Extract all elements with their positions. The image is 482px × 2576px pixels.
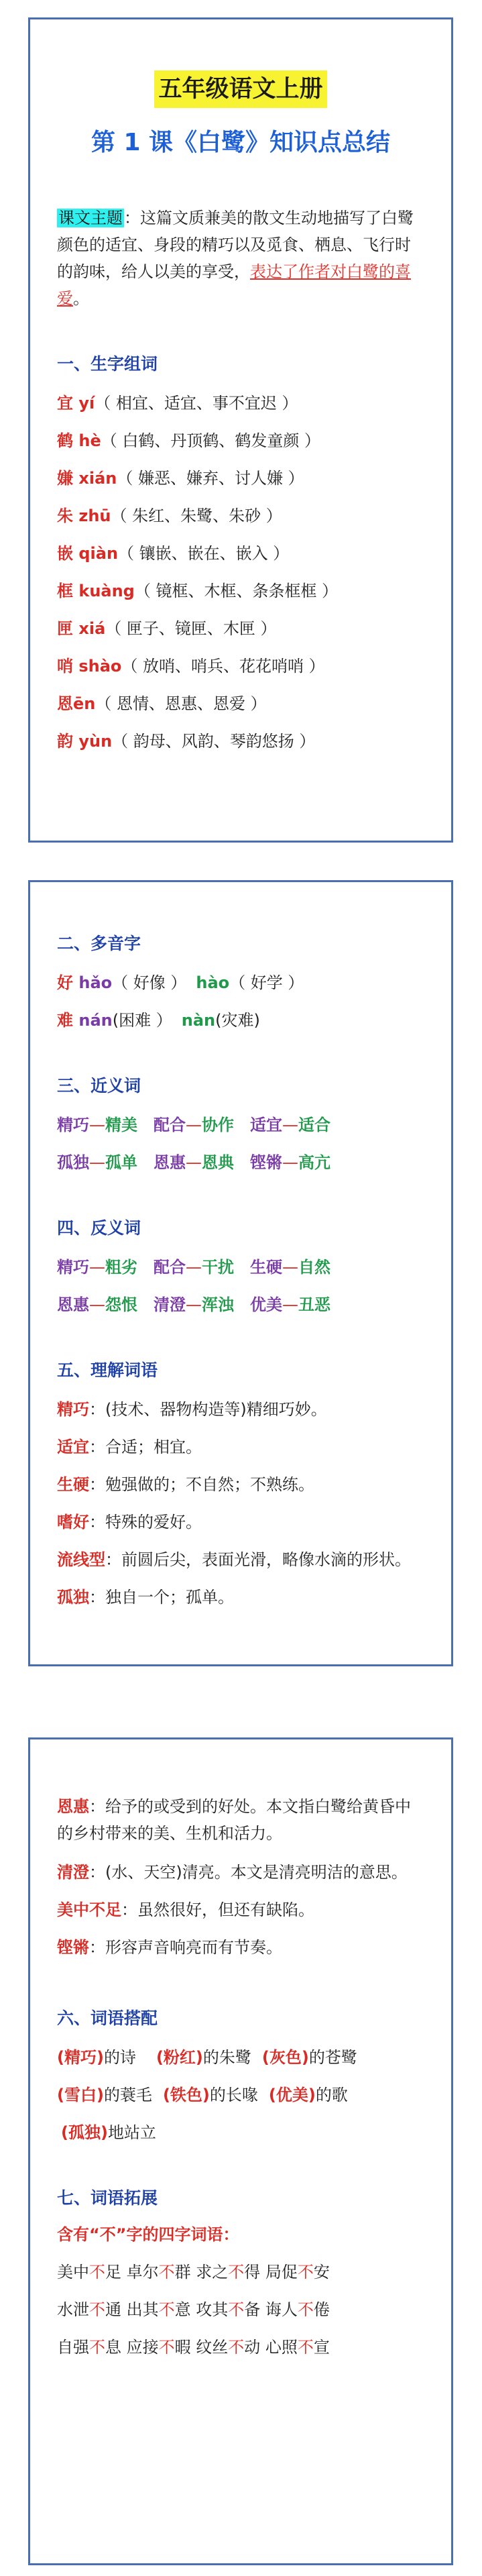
- vocab-char: 宜: [57, 394, 73, 413]
- card-2: [28, 880, 453, 1666]
- dash: —: [89, 1153, 105, 1172]
- vocab-char: 哨: [57, 657, 73, 676]
- word-b: 粗劣: [105, 1258, 137, 1277]
- card-1: [28, 17, 453, 843]
- antonym-row: [57, 1255, 424, 1279]
- collocation-key: (优美): [268, 2086, 316, 2104]
- expansion-part: 动 心照: [244, 2338, 298, 2357]
- expansion-part: 不: [158, 2300, 175, 2319]
- expansion-part: 暇 纹丝: [174, 2338, 229, 2357]
- expansion-row: [57, 2335, 424, 2359]
- vocab-item: [57, 429, 424, 453]
- expansion-part: 不: [158, 2338, 175, 2357]
- expansion-part: 得 局促: [244, 2263, 298, 2282]
- vocab-item: [57, 466, 424, 490]
- poly-pinyin-b: nàn: [181, 1011, 216, 1030]
- word-a: 恩惠: [57, 1295, 89, 1314]
- vocab-words: （ 朱红、朱鹭、朱砂 ）: [111, 506, 282, 525]
- vocab-pinyin: zhū: [73, 506, 111, 525]
- poly-words-b: （ 好学 ）: [229, 973, 304, 992]
- collocation-text: 的苍鹭: [308, 2048, 357, 2067]
- vocab-pinyin: yùn: [73, 732, 113, 751]
- synonym-row: [57, 1113, 424, 1137]
- collocation-row: [57, 2083, 424, 2107]
- word-a: 恩惠: [154, 1153, 186, 1172]
- word-b: 协作: [202, 1116, 234, 1134]
- vocab-words: （ 镶嵌、嵌在、嵌入 ）: [118, 544, 290, 563]
- expansion-part: 不: [89, 2300, 105, 2319]
- theme-label: 课文主题: [58, 209, 123, 227]
- dash: —: [186, 1258, 202, 1277]
- expansion-part: 不: [297, 2300, 314, 2319]
- definition-text: ：(技术、器物构造等)精细巧妙。: [89, 1400, 327, 1419]
- definition-term: 适宜: [57, 1438, 89, 1456]
- expansion-part: 息 应接: [105, 2338, 159, 2357]
- poly-words-b: (灾难): [215, 1011, 260, 1030]
- expansion-row: [57, 2260, 424, 2284]
- vocab-words: （ 白鹤、丹顶鹤、鹤发童颜 ）: [101, 431, 320, 450]
- antonym-list: [57, 1255, 424, 1317]
- definition-term: 铿锵: [57, 1938, 89, 1957]
- dash: —: [186, 1295, 202, 1314]
- definition-term: 孤独: [57, 1588, 89, 1607]
- collocation-text: 的长喙: [209, 2086, 258, 2104]
- definition-item: [57, 1548, 424, 1572]
- expansion-part: 不: [228, 2263, 245, 2282]
- expansion-part: 通 出其: [105, 2300, 159, 2319]
- polyphonic-item: [57, 1008, 424, 1032]
- poly-words-a: (困难 ）: [112, 1011, 172, 1030]
- vocab-item: [57, 654, 424, 678]
- vocab-char: 鹤: [57, 431, 73, 450]
- dash: —: [186, 1153, 202, 1172]
- definition-text: ：勉强做的；不自然；不熟练。: [89, 1475, 314, 1494]
- vocab-pinyin: yí: [73, 394, 95, 413]
- lesson-title: 第 1 课《白鹭》知识点总结: [91, 129, 391, 156]
- vocab-pinyin: kuàng: [73, 582, 135, 600]
- definition-item: [57, 1585, 424, 1609]
- dash: —: [282, 1258, 298, 1277]
- vocab-pinyin: shào: [73, 657, 122, 676]
- poly-pinyin-a: nán: [73, 1011, 113, 1030]
- definition-term: 恩惠: [57, 1797, 89, 1816]
- expansion-part: 安: [313, 2263, 330, 2282]
- dash: —: [282, 1295, 298, 1314]
- vocab-item: [57, 692, 424, 716]
- expansion-part: 不: [89, 2263, 105, 2282]
- definition-item: [57, 1935, 424, 1960]
- page-title: 五年级语文上册: [154, 70, 326, 108]
- definition-term: 流线型: [57, 1550, 105, 1569]
- dash: —: [282, 1153, 298, 1172]
- collocation-key: (雪白): [57, 2086, 104, 2104]
- polyphonic-item: [57, 971, 424, 995]
- vocab-item: [57, 579, 424, 603]
- definition-list: [57, 1397, 424, 1609]
- word-b: 浑浊: [202, 1295, 234, 1314]
- collocation-row: [57, 2045, 424, 2070]
- vocab-item: [57, 391, 424, 415]
- vocab-pinyin: xián: [73, 469, 117, 488]
- definition-text: ：独自一个；孤单。: [89, 1588, 234, 1607]
- section-title-synonyms: 三、近义词: [57, 1076, 141, 1095]
- word-b: 干扰: [202, 1258, 234, 1277]
- vocab-words: （ 韵母、风韵、琴韵悠扬 ）: [112, 732, 316, 751]
- expansion-part: 自强: [57, 2338, 89, 2357]
- expansion-part: 意 攻其: [174, 2300, 229, 2319]
- dash: —: [89, 1295, 105, 1314]
- expansion-part: 不: [228, 2300, 245, 2319]
- vocab-char: 嵌: [57, 544, 73, 563]
- synonym-list: [57, 1113, 424, 1175]
- definition-text: ：特殊的爱好。: [89, 1513, 202, 1532]
- poly-char: 难: [57, 1011, 73, 1030]
- word-a: 精巧: [57, 1116, 89, 1134]
- polyphonic-list: [57, 971, 424, 1032]
- word-b: 孤单: [105, 1153, 137, 1172]
- expansion-part: 不: [228, 2338, 245, 2357]
- definition-item: [57, 1860, 424, 1884]
- expansion-part: 倦: [313, 2300, 330, 2319]
- theme-emphasis: 表达了作者对白鹭的喜爱: [57, 262, 411, 308]
- collocation-text: 的歌: [315, 2086, 348, 2104]
- section-title-expansion: 七、词语拓展: [57, 2188, 158, 2208]
- section-title-definitions: 五、理解词语: [57, 1360, 158, 1380]
- collocation-key: (孤独): [61, 2123, 108, 2142]
- poly-pinyin-b: hào: [196, 973, 230, 992]
- definition-text: ：合适；相宜。: [89, 1438, 202, 1456]
- expansion-part: 足 卓尔: [105, 2263, 159, 2282]
- vocab-words: （ 嫌恶、嫌弃、讨人嫌 ）: [117, 469, 304, 488]
- card-3: [28, 1737, 453, 2565]
- vocab-item: [57, 616, 424, 641]
- word-a: 优美: [250, 1295, 282, 1314]
- collocation-list: [57, 2045, 424, 2145]
- definition-term: 嗜好: [57, 1513, 89, 1532]
- word-b: 自然: [298, 1258, 330, 1277]
- word-a: 生硬: [250, 1258, 282, 1277]
- dash: —: [89, 1258, 105, 1277]
- collocation-key: (精巧): [57, 2048, 104, 2067]
- collocation-key: (粉红): [156, 2048, 203, 2067]
- vocab-char: 恩: [57, 694, 73, 713]
- vocab-words: （ 镜框、木框、条条框框 ）: [134, 582, 339, 600]
- vocab-list: [57, 391, 424, 753]
- vocab-item: [57, 729, 424, 753]
- expansion-row: [57, 2298, 424, 2322]
- word-a: 精巧: [57, 1258, 89, 1277]
- definition-list-2: [57, 1860, 424, 1960]
- section-title-vocab: 一、生字组词: [57, 354, 158, 374]
- word-a: 孤独: [57, 1153, 89, 1172]
- section-title-polyphonic: 二、多音字: [57, 934, 141, 953]
- vocab-char: 嫌: [57, 469, 73, 488]
- expansion-part: 不: [158, 2263, 175, 2282]
- vocab-words: （ 匣子、镜匣、木匣 ）: [105, 619, 277, 638]
- section-title-antonyms: 四、反义词: [57, 1218, 141, 1238]
- theme-end: 。: [73, 289, 89, 308]
- expansion-part: 备 诲人: [244, 2300, 298, 2319]
- vocab-char: 韵: [57, 732, 73, 751]
- word-b: 丑恶: [298, 1295, 330, 1314]
- vocab-pinyin: xiá: [73, 619, 106, 638]
- vocab-char: 匣: [57, 619, 73, 638]
- poly-pinyin-a: hǎo: [73, 973, 113, 992]
- expansion-part: 不: [89, 2338, 105, 2357]
- collocation-text: 的朱鹭: [202, 2048, 251, 2067]
- theme-text: ：这篇文质兼美的散文生动地描写了白鹭颜色的适宜、身段的精巧以及觅食、栖息、飞行时的韵味，给人以美的享受，: [57, 209, 414, 281]
- vocab-words: （ 恩情、恩惠、恩爱 ）: [95, 694, 267, 713]
- poly-char: 好: [57, 973, 73, 992]
- vocab-char: 框: [57, 582, 73, 600]
- vocab-pinyin: qiàn: [73, 544, 119, 563]
- synonym-row: [57, 1150, 424, 1175]
- dash: —: [186, 1116, 202, 1134]
- expansion-part: 水泄: [57, 2300, 89, 2319]
- vocab-item: [57, 541, 424, 566]
- collocation-key: (灰色): [261, 2048, 309, 2067]
- collocation-text: 的诗: [103, 2048, 136, 2067]
- word-a: 适宜: [250, 1116, 282, 1134]
- antonym-row: [57, 1293, 424, 1317]
- definition-item: [57, 1435, 424, 1459]
- definition-item: [57, 1472, 424, 1497]
- expansion-part: 不: [297, 2338, 314, 2357]
- definition-item: [57, 1898, 424, 1922]
- word-a: 配合: [154, 1116, 186, 1134]
- definition-term: 生硬: [57, 1475, 89, 1494]
- theme-paragraph: [57, 205, 424, 312]
- definition-text: ：(水、天空)清亮。本文是清亮明洁的意思。: [89, 1863, 408, 1882]
- definition-text: ：给予的或受到的好处。本文指白鹭给黄昏中的乡村带来的美、生机和活力。: [57, 1797, 411, 1843]
- collocation-key: (铁色): [162, 2086, 210, 2104]
- vocab-words: （ 相宜、适宜、事不宜迟 ）: [95, 394, 298, 413]
- word-a: 清澄: [154, 1295, 186, 1314]
- word-a: 配合: [154, 1258, 186, 1277]
- word-b: 怨恨: [105, 1295, 137, 1314]
- expansion-list: [57, 2260, 424, 2359]
- expansion-subtitle: 含有“不”字的四字词语：: [57, 2225, 239, 2244]
- poly-words-a: （ 好像 ）: [112, 973, 187, 992]
- dash: —: [282, 1116, 298, 1134]
- definition-term: 精巧: [57, 1400, 89, 1419]
- definition-term: 美中不足: [57, 1900, 121, 1919]
- vocab-item: [57, 504, 424, 528]
- word-a: 铿锵: [250, 1153, 282, 1172]
- definition-item: [57, 1510, 424, 1534]
- word-b: 高亢: [298, 1153, 330, 1172]
- collocation-text: 的蓑毛: [103, 2086, 152, 2104]
- word-b: 精美: [105, 1116, 137, 1134]
- section-title-collocation: 六、词语搭配: [57, 2008, 158, 2028]
- expansion-part: 宣: [313, 2338, 330, 2357]
- collocation-row: [57, 2121, 424, 2145]
- title-block: [57, 19, 424, 160]
- definition-text: ：前圆后尖，表面光滑，略像水滴的形状。: [105, 1550, 411, 1569]
- vocab-char: 朱: [57, 506, 73, 525]
- definition-text: ：形容声音响亮而有节奏。: [89, 1938, 282, 1957]
- collocation-text: 地站立: [107, 2123, 156, 2142]
- word-b: 适合: [298, 1116, 330, 1134]
- definition-term: 清澄: [57, 1863, 89, 1882]
- vocab-words: （ 放哨、哨兵、花花哨哨 ）: [121, 657, 325, 676]
- expansion-part: 群 求之: [174, 2263, 229, 2282]
- vocab-pinyin: ēn: [73, 694, 96, 713]
- definition-enhui: [57, 1793, 424, 1847]
- definition-text: ：虽然很好，但还有缺陷。: [121, 1900, 314, 1919]
- word-b: 恩典: [202, 1153, 234, 1172]
- definition-item: [57, 1397, 424, 1421]
- dash: —: [89, 1116, 105, 1134]
- expansion-part: 美中: [57, 2263, 89, 2282]
- expansion-part: 不: [297, 2263, 314, 2282]
- vocab-pinyin: hè: [73, 431, 101, 450]
